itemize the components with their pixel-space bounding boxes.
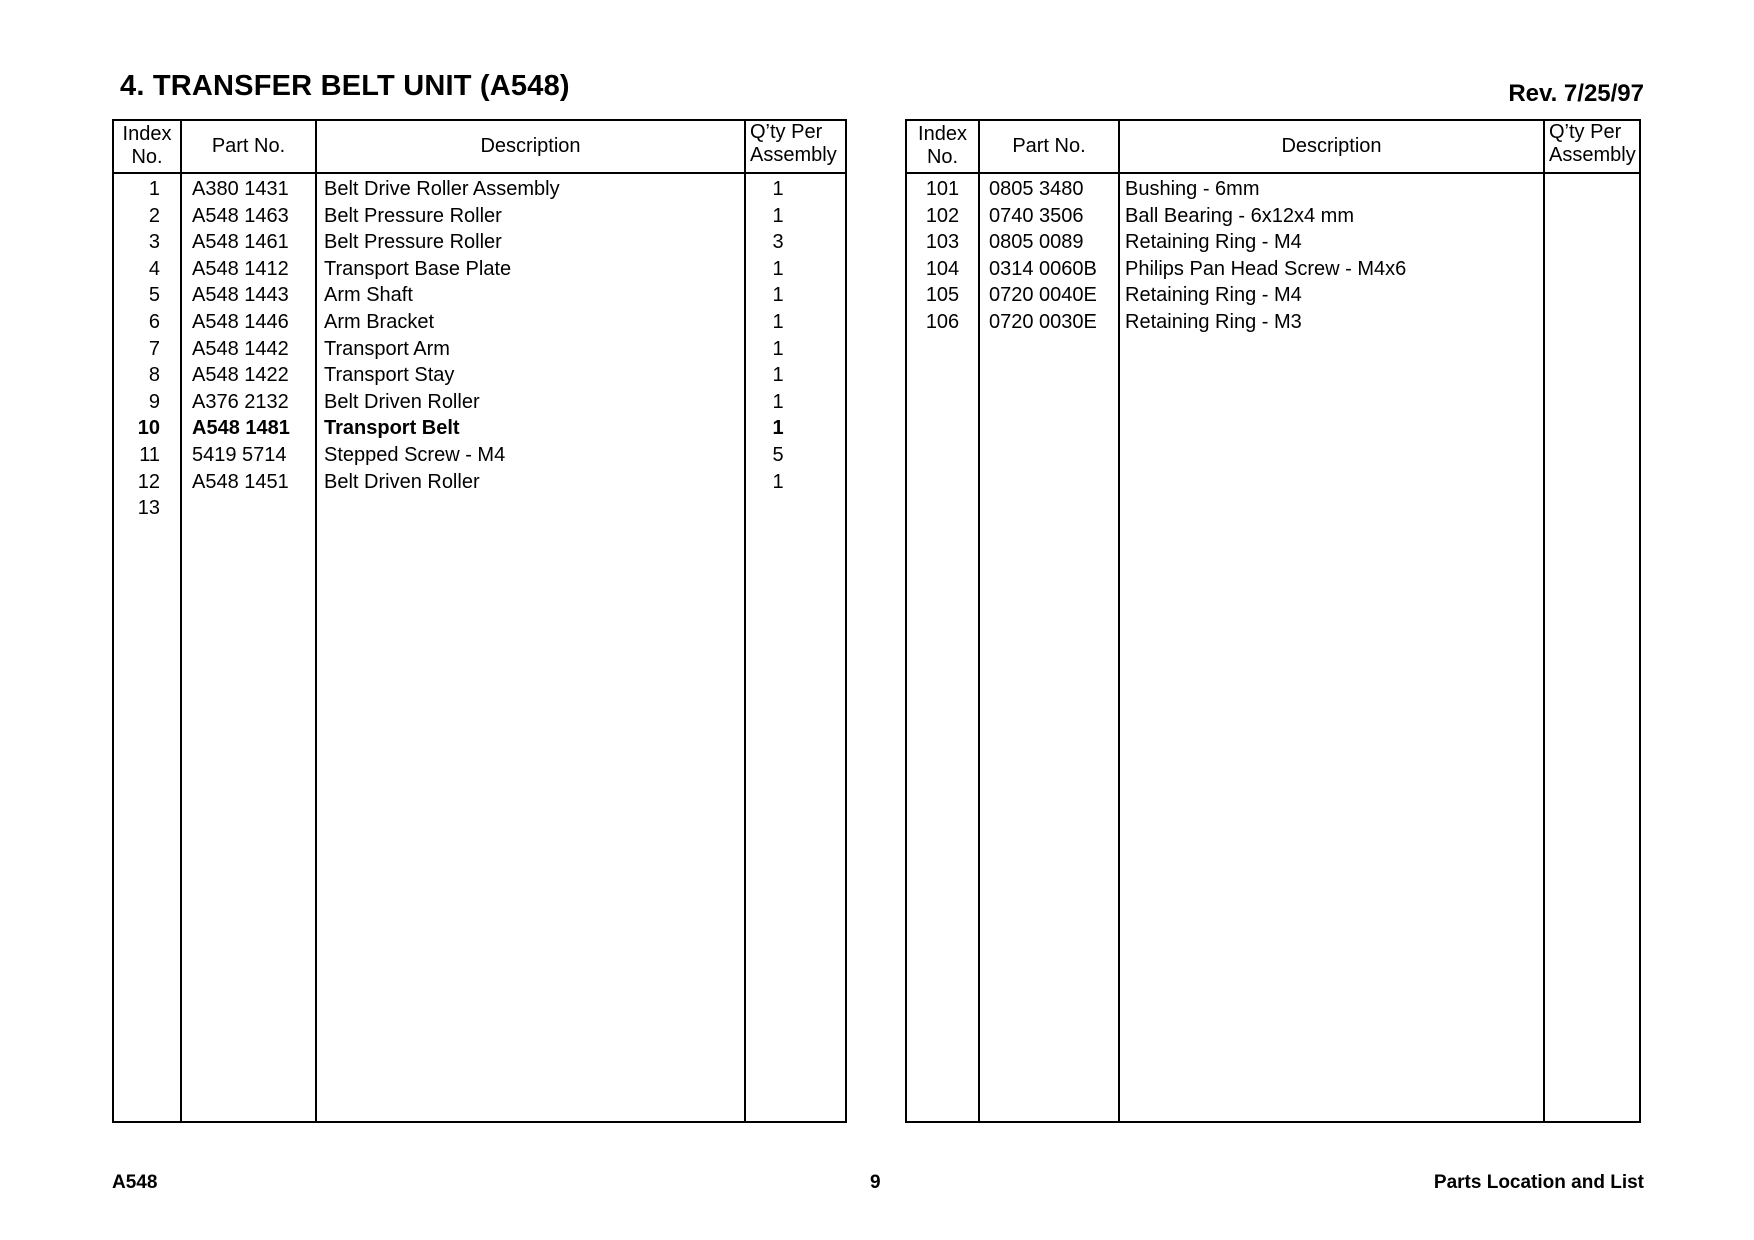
header-divider <box>907 172 1639 174</box>
index-cell: 105 <box>925 284 960 307</box>
description-cell: Retaining Ring - M3 <box>1125 310 1302 333</box>
footer-section: Parts Location and List <box>1433 1172 1644 1193</box>
index-cell: 3 <box>148 231 160 254</box>
description-cell: Belt Pressure Roller <box>324 204 502 227</box>
part-number-cell: 0314 0060B <box>989 257 1097 280</box>
part-number-cell: 0805 3480 <box>989 178 1084 200</box>
parts-rows-right <box>907 176 1639 336</box>
table-row <box>114 229 845 256</box>
index-cell: 103 <box>925 231 960 254</box>
description-cell: Transport Stay <box>324 364 455 387</box>
description-cell: Transport Arm <box>324 337 450 360</box>
parts-table-right <box>905 119 1641 1123</box>
index-cell: 6 <box>148 310 160 333</box>
description-cell: Belt Driven Roller <box>324 390 480 413</box>
description-cell: Belt Pressure Roller <box>324 231 502 254</box>
footer-model: A548 <box>112 1172 158 1193</box>
part-number-cell: 5419 5714 <box>192 443 287 466</box>
header-index: Index No. <box>918 123 967 168</box>
quantity-cell: 1 <box>772 390 784 413</box>
index-cell: 106 <box>925 310 960 333</box>
header-description: Description <box>480 135 581 157</box>
index-cell: 5 <box>148 284 160 307</box>
revision-date: Rev. 7/25/97 <box>1508 80 1644 107</box>
index-cell: 101 <box>925 178 960 200</box>
table-row <box>907 229 1639 256</box>
index-cell: 13 <box>137 497 160 520</box>
page-title: 4. TRANSFER BELT UNIT (A548) <box>120 70 570 102</box>
description-cell: Retaining Ring - M4 <box>1125 284 1302 307</box>
index-cell: 4 <box>148 257 160 280</box>
part-number-cell: A548 1412 <box>192 257 289 280</box>
quantity-cell: 5 <box>772 443 784 466</box>
table-row <box>114 389 845 416</box>
part-number-cell: 0720 0030E <box>989 310 1097 333</box>
table-row <box>114 362 845 389</box>
header-description: Description <box>1281 135 1382 157</box>
table-row <box>907 256 1639 283</box>
header-qty: Q’ty Per Assembly <box>750 121 837 166</box>
description-cell: Transport Base Plate <box>324 257 512 280</box>
table-row <box>114 176 845 203</box>
table-row <box>114 442 845 469</box>
quantity-cell: 1 <box>772 310 784 333</box>
index-cell: 104 <box>925 257 960 280</box>
part-number-cell: A380 1431 <box>192 178 289 200</box>
description-cell: Stepped Screw - M4 <box>324 443 506 466</box>
part-number-cell: A376 2132 <box>192 390 289 413</box>
header-qty: Q’ty Per Assembly <box>1549 121 1636 166</box>
table-row <box>114 495 845 522</box>
index-cell: 102 <box>925 204 960 227</box>
description-cell: Belt Driven Roller <box>324 470 480 493</box>
table-row <box>114 282 845 309</box>
description-cell: Philips Pan Head Screw - M4x6 <box>1125 257 1407 280</box>
index-cell: 10 <box>137 417 160 440</box>
quantity-cell: 3 <box>772 231 784 254</box>
part-number-cell: 0805 0089 <box>989 231 1084 254</box>
quantity-cell: 1 <box>772 284 784 307</box>
part-number-cell: A548 1481 <box>192 417 290 440</box>
part-number-cell: A548 1461 <box>192 231 289 254</box>
header-part-no: Part No. <box>1012 135 1086 157</box>
table-row <box>114 336 845 363</box>
quantity-cell: 1 <box>772 364 784 387</box>
quantity-cell: 1 <box>772 178 784 200</box>
part-number-cell: 0720 0040E <box>989 284 1097 307</box>
part-number-cell: A548 1442 <box>192 337 289 360</box>
header-divider <box>114 172 845 174</box>
index-cell: 8 <box>148 364 160 387</box>
table-row <box>114 203 845 230</box>
part-number-cell: A548 1443 <box>192 284 289 307</box>
index-cell: 9 <box>148 390 160 413</box>
index-cell: 1 <box>148 178 160 200</box>
parts-rows-left <box>114 176 845 522</box>
table-row <box>114 256 845 283</box>
description-cell: Belt Drive Roller Assembly <box>324 178 560 200</box>
table-row <box>907 203 1639 230</box>
part-number-cell: A548 1422 <box>192 364 289 387</box>
table-row <box>907 282 1639 309</box>
description-cell: Arm Shaft <box>324 284 413 307</box>
quantity-cell: 1 <box>772 337 784 360</box>
quantity-cell: 1 <box>772 204 784 227</box>
quantity-cell: 1 <box>772 257 784 280</box>
parts-table-left <box>112 119 847 1123</box>
header-index: Index No. <box>122 123 172 168</box>
part-number-cell: A548 1446 <box>192 310 289 333</box>
description-cell: Arm Bracket <box>324 310 435 333</box>
table-row <box>114 469 845 496</box>
description-cell: Transport Belt <box>324 417 460 440</box>
index-cell: 2 <box>148 204 160 227</box>
part-number-cell: 0740 3506 <box>989 204 1084 227</box>
quantity-cell: 1 <box>772 470 784 493</box>
footer-page-number: 9 <box>870 1172 881 1193</box>
header-part-no: Part No. <box>211 135 286 157</box>
quantity-cell: 1 <box>772 417 784 440</box>
description-cell: Retaining Ring - M4 <box>1125 231 1302 254</box>
table-row <box>907 176 1639 203</box>
part-number-cell: A548 1463 <box>192 204 289 227</box>
part-number-cell: A548 1451 <box>192 470 289 493</box>
table-row <box>907 309 1639 336</box>
index-cell: 11 <box>139 443 160 466</box>
table-row <box>114 415 845 442</box>
index-cell: 12 <box>137 470 160 493</box>
table-row <box>114 309 845 336</box>
description-cell: Ball Bearing - 6x12x4 mm <box>1125 204 1354 227</box>
description-cell: Bushing - 6mm <box>1125 178 1260 200</box>
index-cell: 7 <box>148 337 160 360</box>
